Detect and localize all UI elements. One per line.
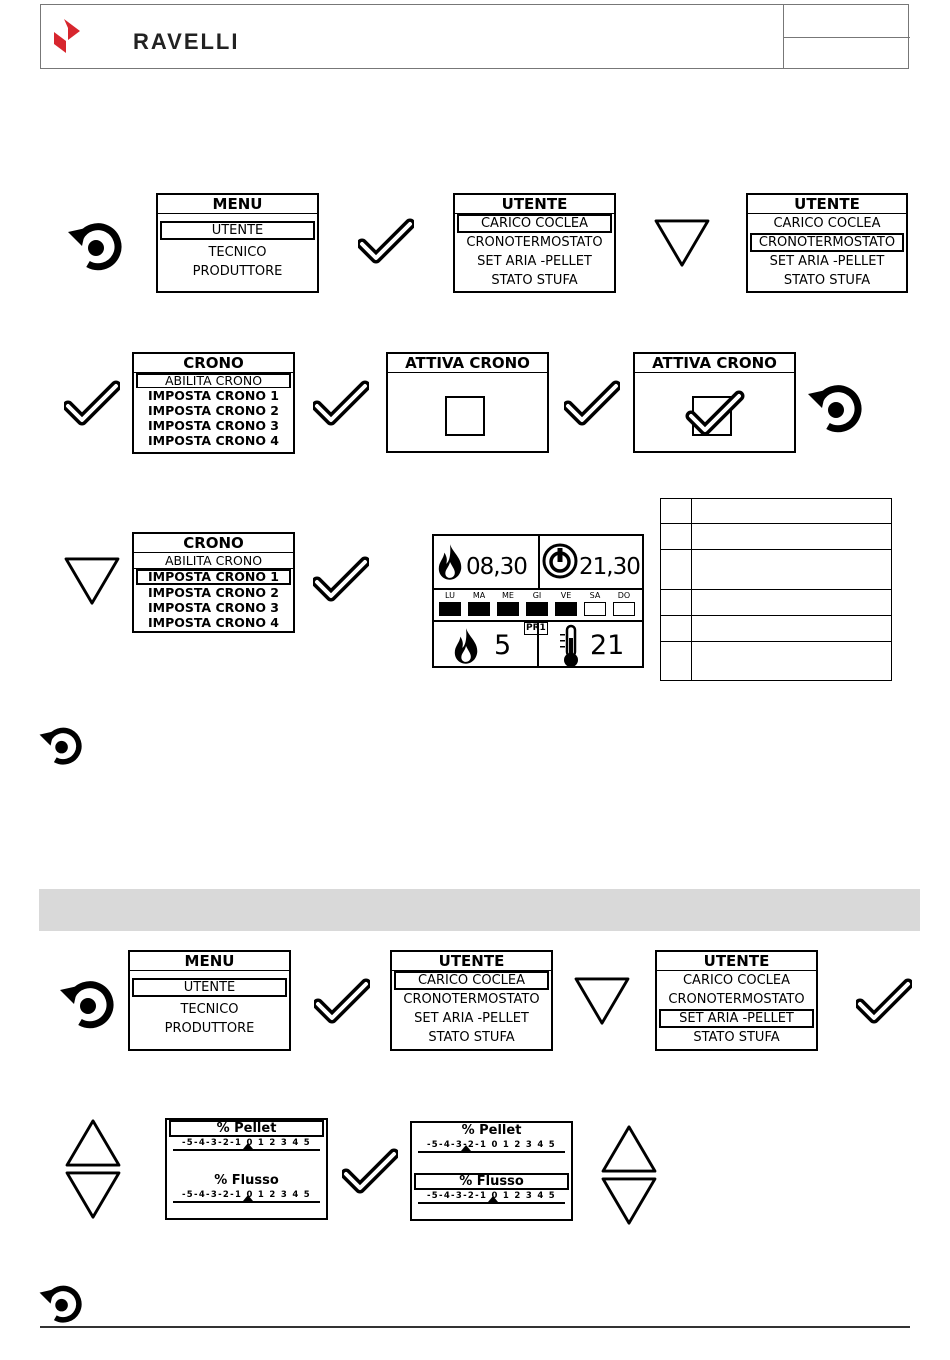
menu-item-imposta-crono-2[interactable]: IMPOSTA CRONO 2 bbox=[147, 585, 280, 600]
menu-item-stato-stufa[interactable]: STATO STUFA bbox=[783, 273, 871, 288]
flusso-slider[interactable] bbox=[418, 1202, 565, 1204]
menu-item-utente[interactable]: UTENTE bbox=[160, 221, 315, 240]
slider-marker-icon bbox=[243, 1195, 253, 1201]
menu-item-imposta-crono-1[interactable]: IMPOSTA CRONO 1 bbox=[147, 388, 280, 403]
weekday-lu bbox=[437, 591, 463, 616]
down-arrow-icon[interactable] bbox=[63, 556, 121, 606]
power-level: 5 bbox=[494, 630, 512, 661]
pellet-scale: -5-4-3-2-1 0 1 2 3 4 5 bbox=[426, 1140, 557, 1150]
confirm-check-icon[interactable] bbox=[342, 1148, 398, 1194]
screen-title: ATTIVA CRONO bbox=[388, 354, 547, 373]
down-arrow-icon[interactable] bbox=[653, 218, 711, 268]
flusso-label[interactable]: % Flusso bbox=[214, 1173, 279, 1188]
weekday-gi bbox=[524, 591, 550, 616]
utente-screen bbox=[453, 193, 616, 293]
on-time: 08,30 bbox=[466, 554, 527, 580]
utente-screen bbox=[390, 950, 553, 1051]
menu-item-produttore[interactable]: PRODUTTORE bbox=[164, 1021, 255, 1036]
checkmark-icon bbox=[685, 390, 745, 436]
down-arrow-icon[interactable] bbox=[64, 1170, 122, 1220]
menu-item-produttore[interactable]: PRODUTTORE bbox=[192, 264, 283, 279]
confirm-check-icon[interactable] bbox=[564, 380, 620, 426]
weekday-label: ME bbox=[502, 591, 514, 600]
menu-item-imposta-crono-1[interactable]: IMPOSTA CRONO 1 bbox=[136, 569, 291, 585]
utente-screen bbox=[655, 950, 818, 1051]
pellet-scale: -5-4-3-2-1 0 1 2 3 4 5 bbox=[181, 1138, 312, 1148]
menu-item-abilita-crono[interactable]: ABILITA CRONO bbox=[136, 373, 291, 388]
weekday-slot bbox=[468, 602, 490, 616]
menu-item-imposta-crono-2[interactable]: IMPOSTA CRONO 2 bbox=[147, 403, 280, 418]
menu-item-cronotermostato[interactable]: CRONOTERMOSTATO bbox=[403, 992, 540, 1007]
back-icon[interactable] bbox=[66, 216, 122, 272]
checkbox-icon[interactable] bbox=[445, 396, 485, 436]
menu-item-stato-stufa[interactable]: STATO STUFA bbox=[693, 1030, 780, 1045]
menu-item-abilita-crono[interactable]: ABILITA CRONO bbox=[134, 553, 293, 569]
percent-flusso-screen bbox=[410, 1121, 573, 1221]
menu-item-imposta-crono-3[interactable]: IMPOSTA CRONO 3 bbox=[147, 418, 280, 433]
screen-title: MENU bbox=[130, 952, 289, 971]
pellet-label[interactable]: % Pellet bbox=[169, 1120, 324, 1137]
menu-item-utente[interactable]: UTENTE bbox=[132, 978, 287, 997]
flame-icon bbox=[436, 542, 464, 582]
percent-pellet-screen bbox=[165, 1118, 328, 1220]
menu-item-tecnico[interactable]: TECNICO bbox=[180, 1002, 239, 1017]
menu-screen bbox=[156, 193, 319, 293]
slider-marker-icon bbox=[461, 1145, 471, 1151]
menu-item-carico-coclea[interactable]: CARICO COCLEA bbox=[457, 214, 612, 233]
screen-title: UTENTE bbox=[657, 952, 816, 971]
weekday-label: MA bbox=[472, 591, 486, 600]
flame-icon bbox=[452, 626, 480, 666]
up-arrow-icon[interactable] bbox=[600, 1124, 658, 1174]
down-arrow-icon[interactable] bbox=[573, 976, 631, 1026]
menu-item-imposta-crono-4[interactable]: IMPOSTA CRONO 4 bbox=[147, 615, 280, 630]
room-temperature: 21 bbox=[590, 630, 625, 661]
weekday-label: SA bbox=[589, 591, 601, 600]
menu-item-cronotermostato[interactable]: CRONOTERMOSTATO bbox=[466, 235, 603, 250]
crono-screen bbox=[132, 532, 295, 633]
program-badge: PR1 bbox=[526, 623, 546, 633]
weekday-slot bbox=[439, 602, 461, 616]
menu-item-imposta-crono-4[interactable]: IMPOSTA CRONO 4 bbox=[147, 433, 280, 448]
menu-item-tecnico[interactable]: TECNICO bbox=[208, 245, 267, 260]
attiva-crono-screen bbox=[386, 352, 549, 453]
weekday-sa bbox=[582, 591, 608, 616]
weekday-slot bbox=[555, 602, 577, 616]
weekday-label: GI bbox=[532, 591, 542, 600]
crono-screen bbox=[132, 352, 295, 454]
down-arrow-icon[interactable] bbox=[600, 1176, 658, 1226]
back-icon[interactable] bbox=[38, 722, 82, 766]
screen-title: UTENTE bbox=[392, 952, 551, 971]
weekday-ma bbox=[466, 591, 492, 616]
menu-item-stato-stufa[interactable]: STATO STUFA bbox=[428, 1030, 515, 1045]
pellet-slider[interactable] bbox=[173, 1149, 320, 1151]
weekday-label: LU bbox=[445, 591, 455, 600]
weekday-slot bbox=[526, 602, 548, 616]
screen-title: CRONO bbox=[134, 354, 293, 373]
flusso-slider[interactable] bbox=[173, 1201, 320, 1203]
menu-item-imposta-crono-3[interactable]: IMPOSTA CRONO 3 bbox=[147, 600, 280, 615]
confirm-check-icon[interactable] bbox=[358, 218, 414, 264]
thermometer-icon bbox=[559, 624, 583, 668]
weekday-row bbox=[437, 591, 641, 619]
menu-item-cronotermostato[interactable]: CRONOTERMOSTATO bbox=[668, 992, 805, 1007]
power-icon bbox=[542, 543, 578, 579]
ravelli-logo-icon bbox=[54, 19, 80, 53]
back-icon[interactable] bbox=[58, 974, 114, 1030]
menu-item-carico-coclea[interactable]: CARICO COCLEA bbox=[394, 971, 549, 990]
menu-item-carico-coclea[interactable]: CARICO COCLEA bbox=[682, 973, 790, 988]
weekday-slot bbox=[497, 602, 519, 616]
footer-rule bbox=[40, 1326, 910, 1328]
legend-table bbox=[660, 498, 892, 681]
screen-title: UTENTE bbox=[748, 195, 906, 214]
menu-item-cronotermostato[interactable]: CRONOTERMOSTATO bbox=[750, 233, 904, 252]
menu-item-stato-stufa[interactable]: STATO STUFA bbox=[491, 273, 578, 288]
slider-marker-icon bbox=[243, 1143, 253, 1149]
slider-marker-icon bbox=[488, 1196, 498, 1202]
menu-item-set-aria-pellet[interactable]: SET ARIA -PELLET bbox=[477, 254, 592, 269]
menu-item-set-aria-pellet[interactable]: SET ARIA -PELLET bbox=[659, 1009, 814, 1028]
pellet-slider[interactable] bbox=[418, 1151, 565, 1153]
utente-screen bbox=[746, 193, 908, 293]
flusso-label[interactable]: % Flusso bbox=[414, 1173, 569, 1190]
confirm-check-icon[interactable] bbox=[313, 380, 369, 426]
back-icon[interactable] bbox=[38, 1280, 82, 1324]
menu-item-carico-coclea[interactable]: CARICO COCLEA bbox=[773, 216, 881, 231]
flusso-scale: -5-4-3-2-1 0 1 2 3 4 5 bbox=[181, 1190, 312, 1200]
weekday-label: DO bbox=[617, 591, 631, 600]
screen-title: MENU bbox=[158, 195, 317, 214]
section-band bbox=[39, 889, 920, 931]
confirm-check-icon[interactable] bbox=[313, 556, 369, 602]
weekday-me bbox=[495, 591, 521, 616]
weekday-ve bbox=[553, 591, 579, 616]
confirm-check-icon[interactable] bbox=[314, 978, 370, 1024]
pellet-label[interactable]: % Pellet bbox=[461, 1123, 522, 1138]
up-arrow-icon[interactable] bbox=[64, 1118, 122, 1168]
screen-title: ATTIVA CRONO bbox=[635, 354, 794, 373]
screen-title: CRONO bbox=[134, 534, 293, 553]
back-icon[interactable] bbox=[806, 378, 862, 434]
menu-screen bbox=[128, 950, 291, 1051]
off-time: 21,30 bbox=[579, 554, 640, 580]
weekday-do bbox=[611, 591, 637, 616]
page-header bbox=[40, 4, 909, 69]
crono-status-display bbox=[432, 534, 644, 668]
confirm-check-icon[interactable] bbox=[856, 978, 912, 1024]
screen-title: UTENTE bbox=[455, 195, 614, 214]
header-divider bbox=[783, 37, 910, 38]
confirm-check-icon[interactable] bbox=[64, 380, 120, 426]
brand-name: RAVELLI bbox=[133, 29, 240, 54]
weekday-slot bbox=[613, 602, 635, 616]
menu-item-set-aria-pellet[interactable]: SET ARIA -PELLET bbox=[769, 254, 885, 269]
menu-item-set-aria-pellet[interactable]: SET ARIA -PELLET bbox=[414, 1011, 529, 1026]
weekday-label: VE bbox=[560, 591, 572, 600]
attiva-crono-screen bbox=[633, 352, 796, 453]
flusso-scale: -5-4-3-2-1 0 1 2 3 4 5 bbox=[426, 1191, 557, 1201]
weekday-slot bbox=[584, 602, 606, 616]
